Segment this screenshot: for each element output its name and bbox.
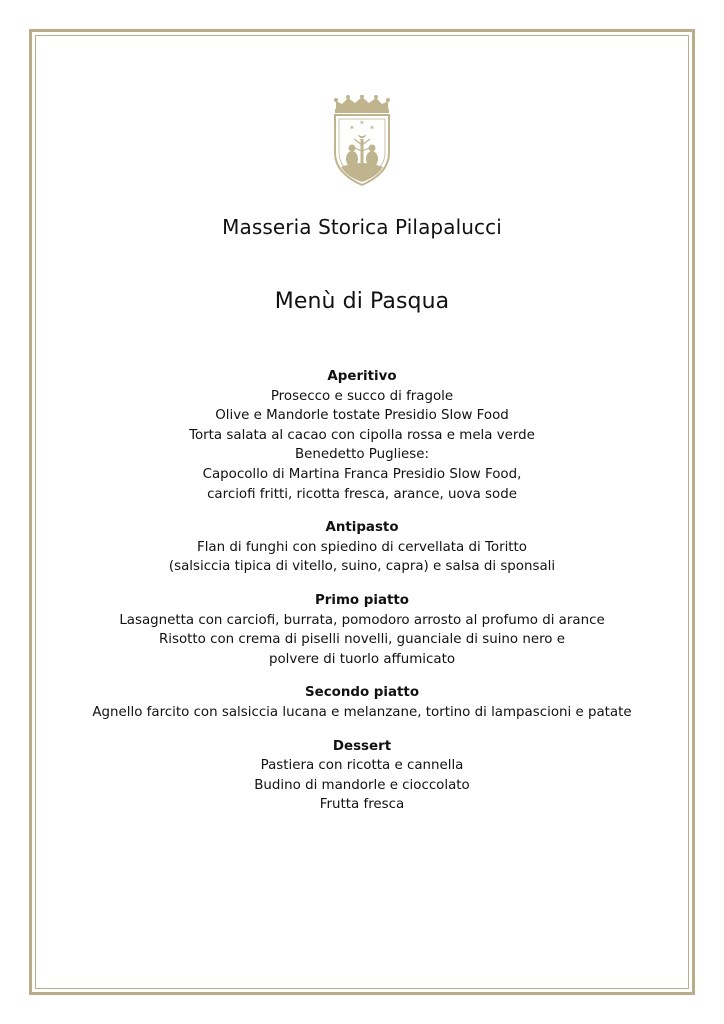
- dish: Budino di mandorle e cioccolato: [254, 777, 470, 793]
- dish: Flan di funghi con spiedino di cervellata di Toritto: [197, 539, 527, 555]
- dish: Prosecco e succo di fragole: [270, 388, 454, 404]
- svg-text:✶: ✶: [369, 124, 375, 132]
- dish: Frutta fresca: [319, 797, 405, 813]
- dish: (salsiccia tipica di vitello, suino, capra) e salsa di sponsali: [168, 559, 556, 575]
- restaurant-name: Masseria Storica Pilapalucci: [222, 215, 502, 239]
- dish: Risotto con crema di piselli novelli, guanciale di suino nero e: [158, 632, 565, 648]
- course-antipasto: [0, 518, 724, 577]
- dish: Benedetto Pugliese:: [294, 447, 430, 463]
- course-secondo-piatto: [0, 683, 724, 722]
- menu-title: Menù di Pasqua: [274, 289, 450, 314]
- course-primo-piatto: [0, 591, 724, 669]
- course-aperitivo: [0, 367, 724, 504]
- course-name: Aperitivo: [327, 369, 397, 384]
- dish: Lasagnetta con carciofi, burrata, pomodoro arrosto al profumo di arance: [119, 612, 605, 628]
- dish: Agnello farcito con salsiccia lucana e melanzane, tortino di lampascioni e patate: [92, 704, 632, 720]
- course-dessert: [0, 737, 724, 815]
- course-name: Secondo piatto: [304, 685, 420, 701]
- dish: Torta salata al cacao con cipolla rossa e mela verde: [189, 427, 535, 443]
- dish: Pastiera con ricotta e cannella: [260, 758, 464, 774]
- course-name: Dessert: [332, 738, 392, 754]
- menu-courses: [0, 367, 724, 829]
- dish: Capocollo di Martina Franca Presidio Slow Food,: [202, 466, 522, 482]
- svg-text:✶: ✶: [359, 119, 365, 127]
- crowned-shield-crest-icon: [327, 95, 397, 187]
- svg-text:✶: ✶: [349, 124, 355, 132]
- dish: polvere di tuorlo affumicato: [268, 651, 456, 667]
- course-name: Primo piatto: [314, 592, 410, 608]
- dish: carciofi fritti, ricotta fresca, arance, uova sode: [207, 486, 517, 502]
- dish: Olive e Mandorle tostate Presidio Slow Food: [215, 408, 509, 424]
- course-name: Antipasto: [325, 520, 399, 536]
